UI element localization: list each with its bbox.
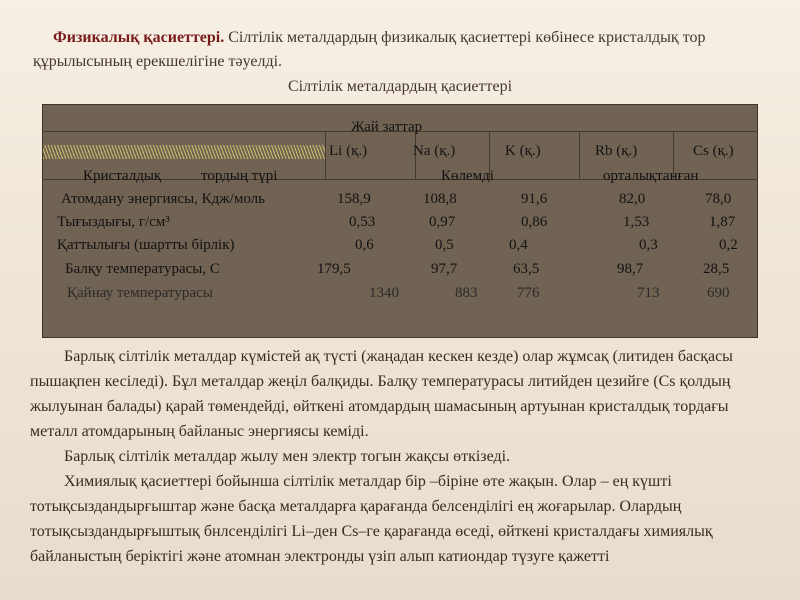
row-value: 179,5 bbox=[317, 261, 351, 277]
intro-text: Сілтілік металдардың физикалық қасиеттері көбінесе кристалдық тор құрылысының ерекшелігіне тәуелді. bbox=[33, 29, 706, 70]
row-label: Қайнау температурасы bbox=[67, 285, 213, 301]
row-value: 0,5 bbox=[435, 237, 454, 253]
row-value: 0,86 bbox=[521, 214, 548, 230]
row-label: Балқу температурасы, С bbox=[65, 261, 220, 277]
row-value: 0,97 bbox=[429, 214, 456, 230]
paragraph-text: Барлық сілтілік металдар жылу мен электр тогын жақсы өткізеді. bbox=[64, 448, 511, 465]
table-divider bbox=[325, 131, 326, 179]
intro-lead-in: Физикалық қасиеттері. bbox=[53, 29, 225, 46]
row-value: 0,53 bbox=[349, 214, 376, 230]
row-label: Атомдану энергиясы, Кдж/моль bbox=[61, 191, 265, 207]
intro-paragraph bbox=[33, 26, 763, 74]
properties-table bbox=[42, 104, 758, 338]
row-value: 0,3 bbox=[639, 237, 658, 253]
column-header-k: K (қ.) bbox=[505, 143, 541, 159]
row-label: Тығыздығы, г/см³ bbox=[57, 214, 170, 230]
row-label: Қаттылығы (шартты бірлік) bbox=[57, 237, 235, 253]
row-value: 91,6 bbox=[521, 191, 548, 207]
row-value: 98,7 bbox=[617, 261, 644, 277]
header-hatch bbox=[43, 145, 325, 159]
table-title: Сілтілік металдардың қасиеттері bbox=[287, 78, 513, 95]
row-value: 776 bbox=[517, 285, 540, 301]
row-value: 82,0 bbox=[619, 191, 646, 207]
crystal-label-2: тордың түрі bbox=[201, 168, 278, 184]
row-value: 690 bbox=[707, 285, 730, 301]
row-value: 1,87 bbox=[709, 214, 736, 230]
crystal-value-2: орталықтанған bbox=[603, 168, 699, 184]
row-value: 97,7 bbox=[431, 261, 458, 277]
column-header-li: Li (қ.) bbox=[329, 143, 368, 159]
paragraph-2 bbox=[30, 444, 770, 469]
row-value: 63,5 bbox=[513, 261, 540, 277]
paragraph-text: Химиялық қасиеттері бойынша сілтілік металдар бір –біріне өте жақын. Олар – ең күшті тотықсыздандырғыштар және басқа металдарға қарағанда белсенділігі ең жоғарылар. Олардың тотықсыздандырғыштық бнлсенділігі Li–ден Cs–ге қарағанда өседі, өйткені кристалдағы химиялық байланыстың беріктігі және атомнан электронды үзіп алып катиондар түзуге қажетті bbox=[30, 473, 713, 565]
row-value: 78,0 bbox=[705, 191, 732, 207]
row-value: 713 bbox=[637, 285, 660, 301]
row-value: 28,5 bbox=[703, 261, 730, 277]
row-value: 108,8 bbox=[423, 191, 457, 207]
row-value: 1,53 bbox=[623, 214, 650, 230]
row-value: 0,6 bbox=[355, 237, 374, 253]
row-value: 0,4 bbox=[509, 237, 528, 253]
paragraph-1 bbox=[30, 344, 770, 444]
crystal-label: Кристалдық bbox=[83, 168, 162, 184]
row-value: 1340 bbox=[369, 285, 399, 301]
table-divider bbox=[579, 131, 580, 179]
row-value: 0,2 bbox=[719, 237, 738, 253]
paragraph-text: Барлық сілтілік металдар күмістей ақ түсті (жаңадан кескен кезде) олар жұмсақ (литиден басқасы пышақпен кесіледі). Бұл металдар жеңіл балқиды. Балқу температурасы литийден цезийге (Cs қолдың жылуынан балады) қарай төмендейді, өйткені атомдардың шамасының артуынан кристалдық тордағы металл атомдарының байланыс энергиясы кеміді. bbox=[30, 348, 733, 440]
group-header: Жай заттар bbox=[351, 119, 423, 135]
paragraph-3 bbox=[30, 469, 770, 569]
column-header-na: Na (қ.) bbox=[413, 143, 456, 159]
row-value: 158,9 bbox=[337, 191, 371, 207]
crystal-value: Көлемді bbox=[441, 168, 494, 184]
column-header-rb: Rb (қ.) bbox=[595, 143, 638, 159]
body-text bbox=[30, 344, 770, 569]
row-value: 883 bbox=[455, 285, 478, 301]
column-header-cs: Cs (қ.) bbox=[693, 143, 734, 159]
